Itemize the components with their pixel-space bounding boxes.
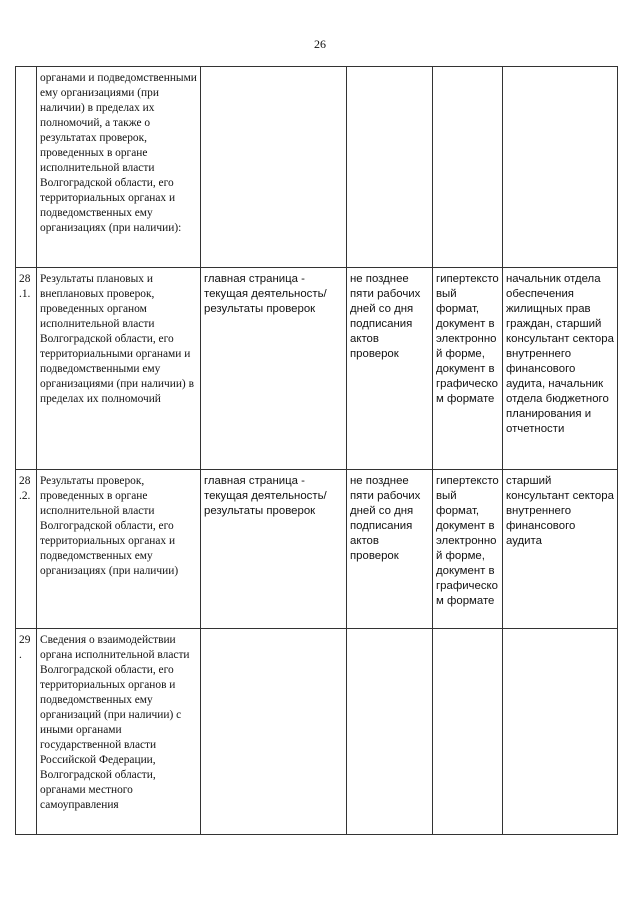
placement-cell: главная страница - текущая деятельность/результаты проверок [201, 470, 347, 629]
disclosure-table [15, 66, 618, 835]
format-cell: гипертекстовый формат, документ в электронной форме, документ в графическом формате [433, 268, 503, 470]
deadline-cell [347, 67, 433, 268]
deadline-cell: не позднее пяти рабочих дней со дня подписания актов проверок [347, 470, 433, 629]
info-name-cell: Сведения о взаимодействии органа исполнительной власти Волгоградской области, его территориальных органов и подведомственных ему организаций (при наличии) с иными органами государственной власти Российской Федерации, Волгоградской области, органами местного самоуправления [37, 629, 201, 835]
info-name-cell: Результаты проверок, проведенных в органе исполнительной власти Волгоградской области, его территориальных органах и подведомственных ему организациях (при наличии) [37, 470, 201, 629]
row-number-cell: 28.1. [16, 268, 37, 470]
format-cell [433, 629, 503, 835]
format-cell: гипертекстовый формат, документ в электронной форме, документ в графическом формате [433, 470, 503, 629]
responsible-cell: старший консультант сектора внутреннего финансового аудита [503, 470, 618, 629]
table-row [16, 470, 618, 629]
info-name-cell: Результаты плановых и внеплановых проверок, проведенных органом исполнительной власти Волгоградской области, его территориальными органами и подведомственными ему организациями (при наличии) в пределах их полномочий [37, 268, 201, 470]
deadline-cell: не позднее пяти рабочих дней со дня подписания актов проверок [347, 268, 433, 470]
table-row [16, 629, 618, 835]
info-name-cell: органами и подведомственными ему организациями (при наличии) в пределах их полномочий, а также о результатах проверок, проведенных в органе исполнительной власти Волгоградской области, его территориальных органах и подведомственных ему организациях (при наличии): [37, 67, 201, 268]
table-row [16, 268, 618, 470]
table-row [16, 67, 618, 268]
placement-cell [201, 629, 347, 835]
responsible-cell: начальник отдела обеспечения жилищных прав граждан, старший консультант сектора внутреннего финансового аудита, начальник отдела бюджетного планирования и отчетности [503, 268, 618, 470]
deadline-cell [347, 629, 433, 835]
responsible-cell [503, 629, 618, 835]
responsible-cell [503, 67, 618, 268]
placement-cell: главная страница - текущая деятельность/результаты проверок [201, 268, 347, 470]
format-cell [433, 67, 503, 268]
row-number-cell [16, 67, 37, 268]
row-number-cell: 29. [16, 629, 37, 835]
placement-cell [201, 67, 347, 268]
row-number-cell: 28.2. [16, 470, 37, 629]
page-number: 26 [314, 37, 326, 51]
